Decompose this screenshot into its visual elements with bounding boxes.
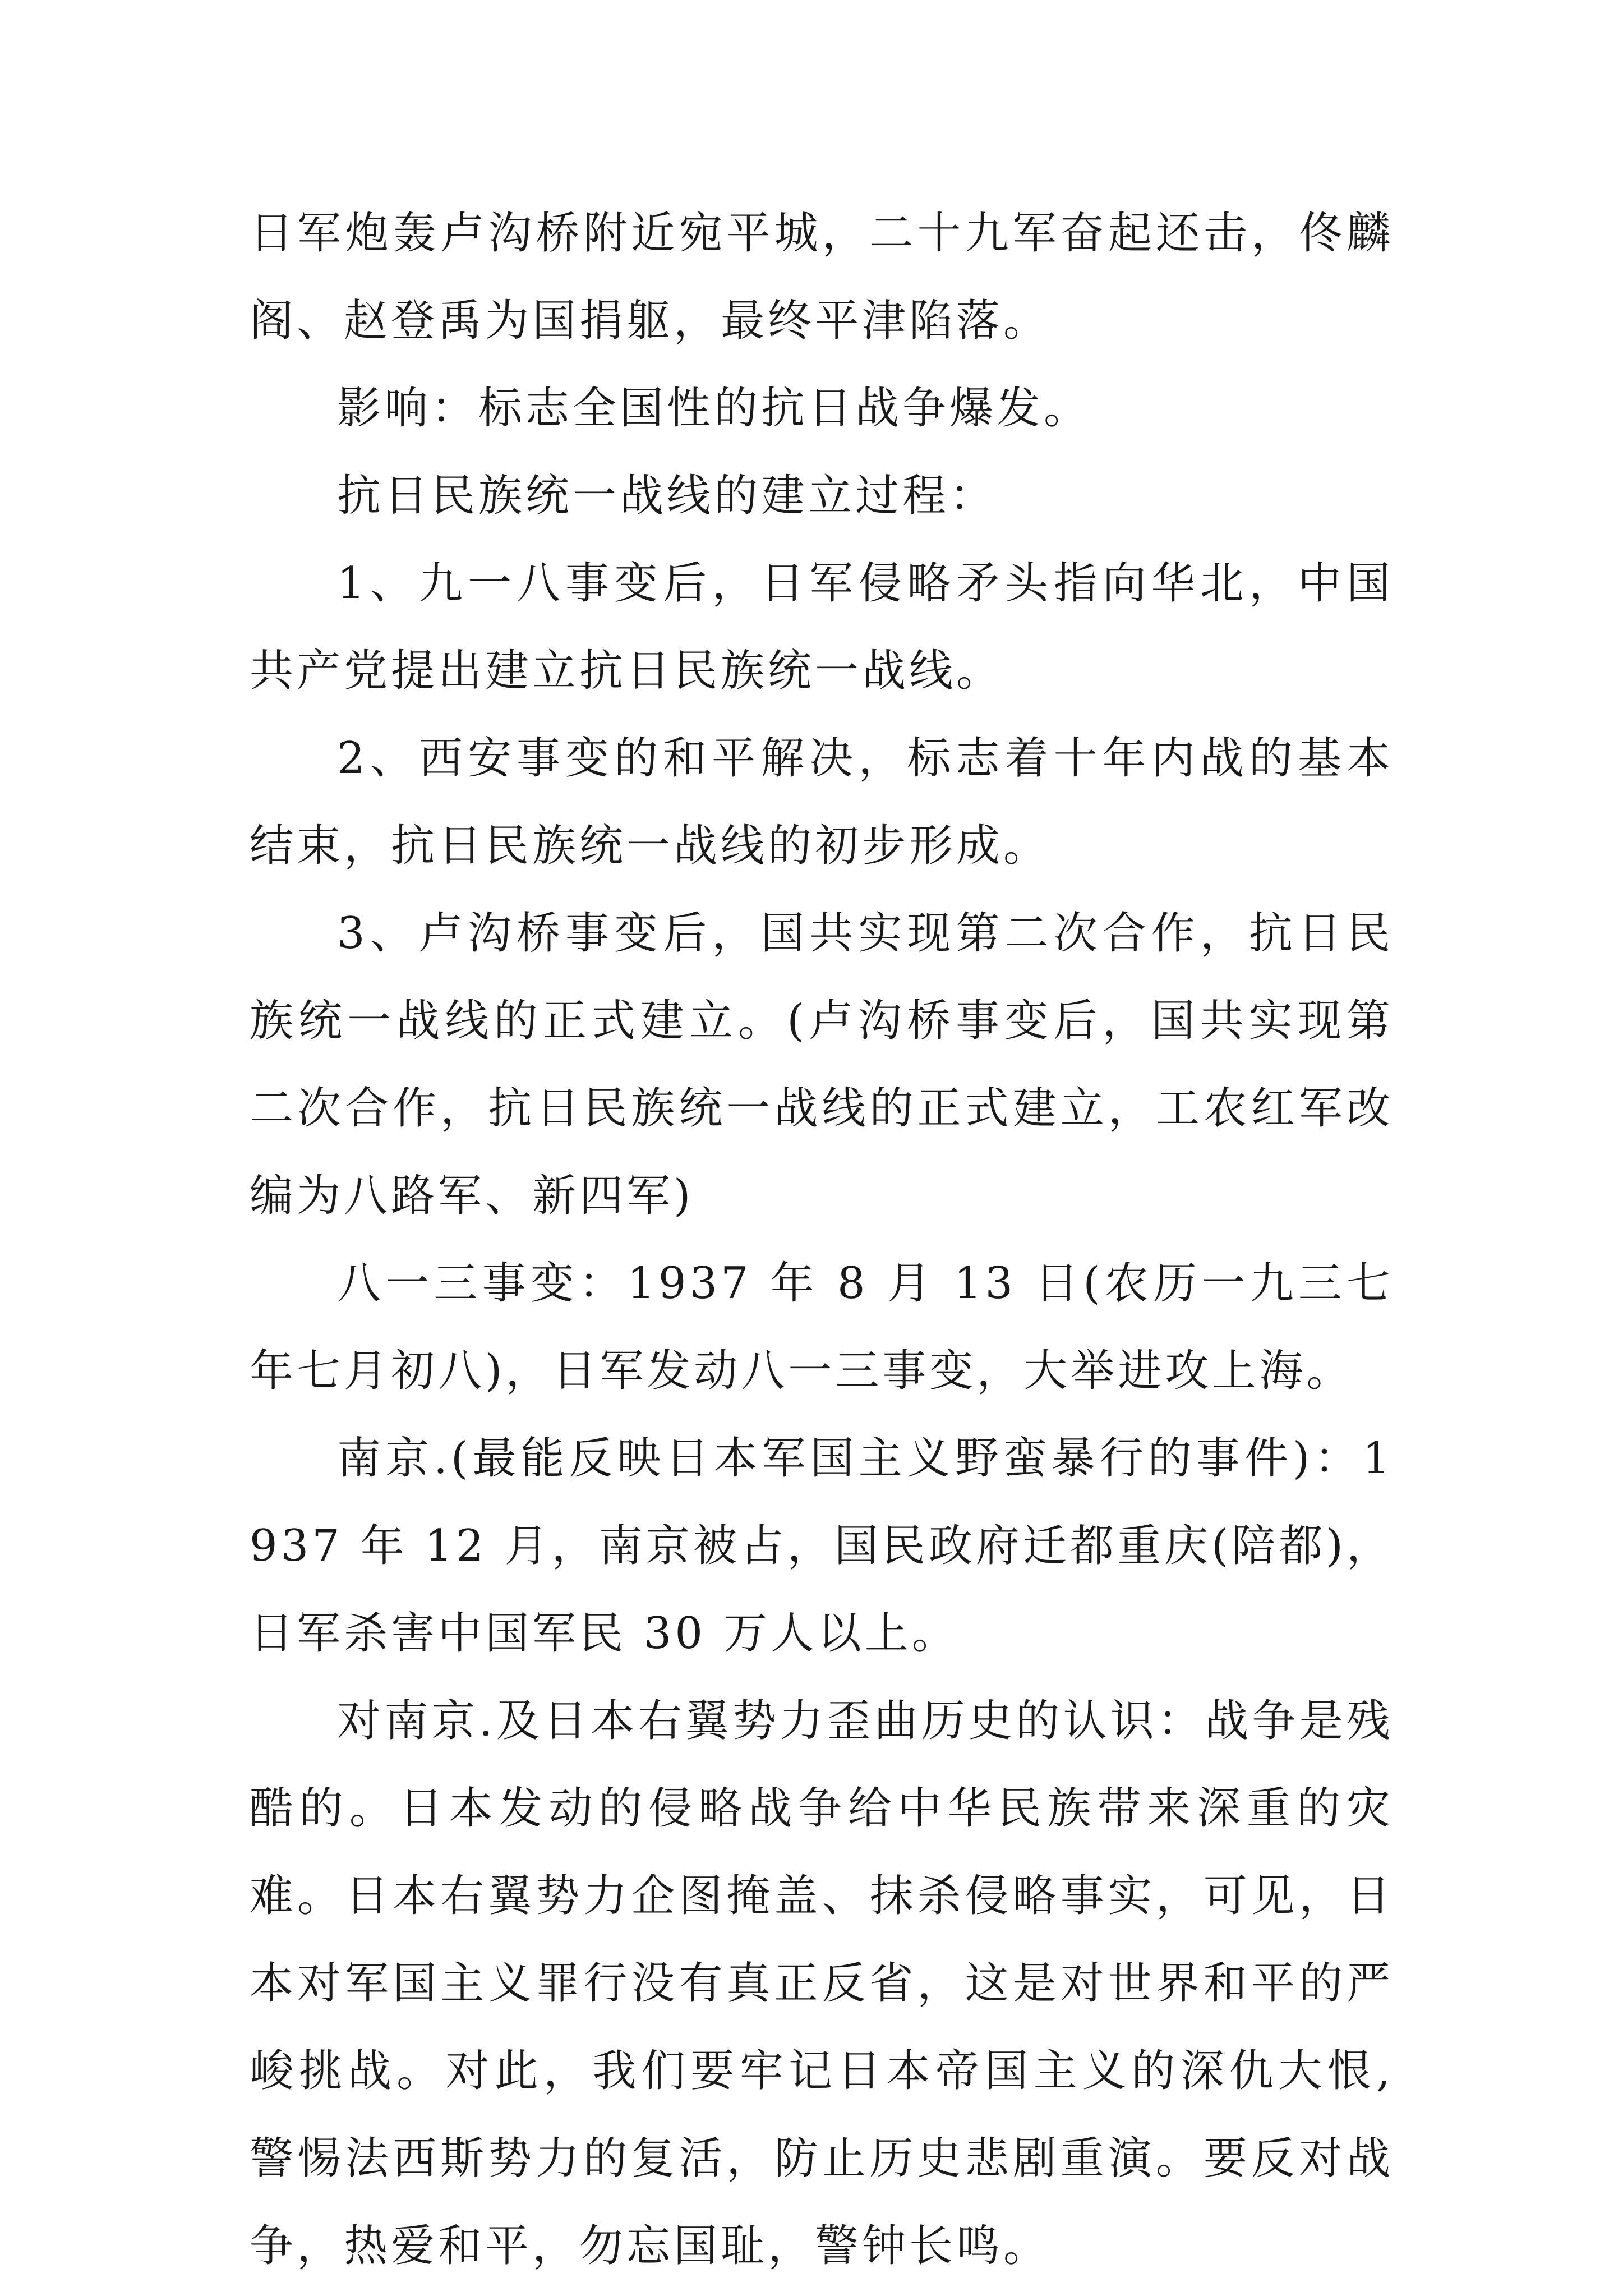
paragraph-continuation: 日军炮轰卢沟桥附近宛平城，二十九军奋起还击，佟麟阁、赵登禹为国捐躯，最终平津陷落。 xyxy=(250,208,1394,346)
paragraph-august-13: 八一三事变：1937 年 8 月 13 日(农历一九三七年七月初八)，日军发动八一三事变，大举进攻上海。 xyxy=(250,1258,1394,1396)
paragraph-point-2: 2、西安事变的和平解决，标志着十年内战的基本结束，抗日民族统一战线的初步形成。 xyxy=(250,733,1394,871)
paragraph-reflection: 对南京.及日本右翼势力歪曲历史的认识：战争是残酷的。日本发动的侵略战争给中华民族带来深重的灾难。日本右翼势力企图掩盖、抹杀侵略事实，可见，日本对军国主义罪行没有真正反省，这是对世界和平的严峻挑战。对此，我们要牢记日本帝国主义的深仇大恨,警惕法西斯势力的复活，防止历史悲剧重演。要反对战争，热爱和平，勿忘国耻，警钟长鸣。 xyxy=(250,1696,1394,2271)
paragraph-point-3: 3、卢沟桥事变后，国共实现第二次合作，抗日民族统一战线的正式建立。(卢沟桥事变后，国共实现第二次合作，抗日民族统一战线的正式建立，工农红军改编为八路军、新四军) xyxy=(250,908,1394,1221)
paragraph-nanjing: 南京.(最能反映日本军国主义野蛮暴行的事件)：1937 年 12 月，南京被占，国民政府迁都重庆(陪都)，日军杀害中国军民 30 万人以上。 xyxy=(250,1433,1394,1659)
paragraph-united-front-heading: 抗日民族统一战线的建立过程： xyxy=(337,471,997,521)
document-body xyxy=(250,190,1394,2290)
paragraph-impact: 影响：标志全国性的抗日战争爆发。 xyxy=(337,383,1091,434)
paragraph-point-1: 1、九一八事变后，日军侵略矛头指向华北，中国共产党提出建立抗日民族统一战线。 xyxy=(250,558,1394,696)
